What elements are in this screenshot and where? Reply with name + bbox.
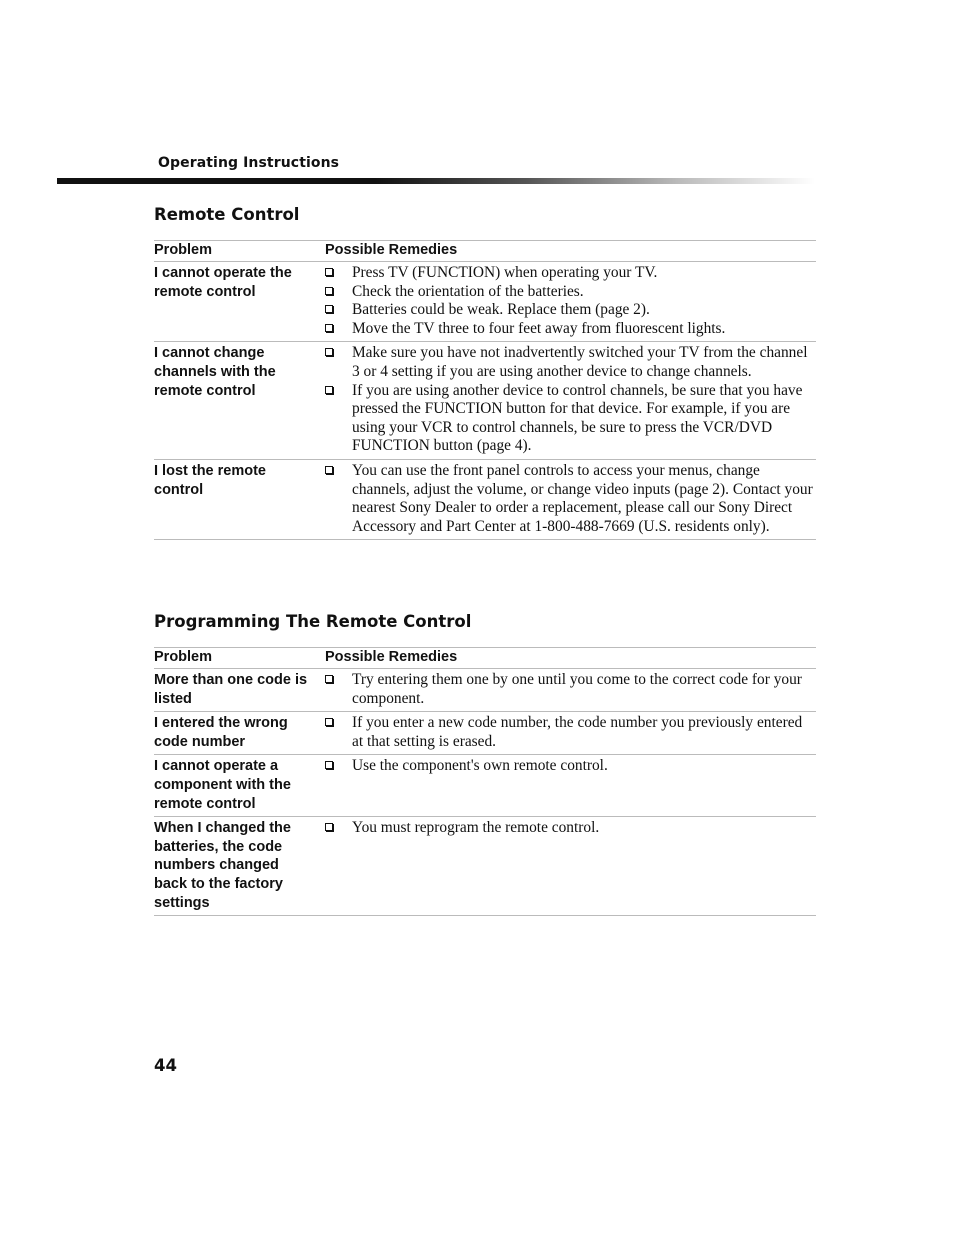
remedy-item bbox=[325, 819, 816, 838]
remedy-text: You can use the front panel controls to access your menus, change channels, adjust the volume, or change video inputs (page 2). Contact your nearest Sony Dealer to order a replacement, please call our Sony Direct Accessory and Part Center at 1-800-488-7669 (U.S. residents only). bbox=[352, 461, 813, 535]
checkbox-bullet-icon bbox=[325, 348, 333, 356]
remedy-item bbox=[325, 671, 816, 708]
table-row bbox=[154, 755, 816, 817]
checkbox-bullet-icon bbox=[325, 466, 333, 474]
remedy-text: Use the component's own remote control. bbox=[352, 757, 608, 775]
page-number: 44 bbox=[154, 1056, 177, 1075]
remedy-text: If you enter a new code number, the code number you previously entered at that setting is erased. bbox=[352, 714, 803, 750]
remedy-text: Make sure you have not inadvertently switched your TV from the channel 3 or 4 setting if you are using another device to change channels. bbox=[352, 344, 808, 380]
section-title-remote-control: Remote Control bbox=[154, 205, 300, 224]
table-row bbox=[154, 262, 816, 342]
remedies-cell bbox=[325, 342, 816, 460]
column-header-problem: Problem bbox=[154, 648, 325, 669]
problem-cell: I lost the remote control bbox=[154, 459, 325, 539]
checkbox-bullet-icon bbox=[325, 305, 333, 313]
remedy-item bbox=[325, 344, 816, 381]
checkbox-bullet-icon bbox=[325, 268, 333, 276]
remedies-cell bbox=[325, 817, 816, 916]
checkbox-bullet-icon bbox=[325, 823, 333, 831]
remedy-item bbox=[325, 714, 816, 751]
remedy-text: If you are using another device to control channels, be sure that you have pressed the FUNCTION button for that device. For example, if you are using your VCR to control channels, be sure to press the VCR/DVD FUNCTION button (page 4). bbox=[352, 381, 803, 455]
remedies-cell bbox=[325, 755, 816, 817]
problem-cell: I entered the wrong code number bbox=[154, 712, 325, 755]
checkbox-bullet-icon bbox=[325, 386, 333, 394]
remedies-cell bbox=[325, 712, 816, 755]
column-header-remedies: Possible Remedies bbox=[325, 241, 816, 262]
remedy-item bbox=[325, 301, 816, 320]
programming-table bbox=[154, 647, 816, 916]
remedy-text: You must reprogram the remote control. bbox=[352, 819, 600, 837]
remedy-item bbox=[325, 382, 816, 456]
remedy-item bbox=[325, 283, 816, 302]
problem-cell: More than one code is listed bbox=[154, 669, 325, 712]
remedies-cell bbox=[325, 262, 816, 342]
table-row bbox=[154, 342, 816, 460]
remedies-cell bbox=[325, 669, 816, 712]
checkbox-bullet-icon bbox=[325, 761, 333, 769]
checkbox-bullet-icon bbox=[325, 675, 333, 683]
header-rule bbox=[57, 178, 815, 184]
remedy-item bbox=[325, 264, 816, 283]
remedy-text: Check the orientation of the batteries. bbox=[352, 282, 584, 300]
problem-cell: I cannot operate a component with the remote control bbox=[154, 755, 325, 817]
remedy-item bbox=[325, 320, 816, 339]
column-header-remedies: Possible Remedies bbox=[325, 648, 816, 669]
table-header-row bbox=[154, 241, 816, 262]
problem-cell: I cannot operate the remote control bbox=[154, 262, 325, 342]
problem-cell: I cannot change channels with the remote control bbox=[154, 342, 325, 460]
problem-cell: When I changed the batteries, the code numbers changed back to the factory settings bbox=[154, 817, 325, 916]
table-row bbox=[154, 669, 816, 712]
checkbox-bullet-icon bbox=[325, 287, 333, 295]
remedies-cell bbox=[325, 459, 816, 539]
table-row bbox=[154, 817, 816, 916]
remedy-text: Batteries could be weak. Replace them (page 2). bbox=[352, 301, 650, 319]
table-row bbox=[154, 459, 816, 539]
section-title-programming: Programming The Remote Control bbox=[154, 612, 472, 631]
remedy-text: Try entering them one by one until you come to the correct code for your component. bbox=[352, 671, 802, 707]
remedy-item bbox=[325, 757, 816, 776]
checkbox-bullet-icon bbox=[325, 718, 333, 726]
checkbox-bullet-icon bbox=[325, 324, 333, 332]
remedy-text: Press TV (FUNCTION) when operating your TV. bbox=[352, 264, 658, 281]
table-header-row bbox=[154, 648, 816, 669]
remedy-item bbox=[325, 462, 816, 536]
remedy-text: Move the TV three to four feet away from fluorescent lights. bbox=[352, 319, 726, 337]
table-row bbox=[154, 712, 816, 755]
column-header-problem: Problem bbox=[154, 241, 325, 262]
running-head: Operating Instructions bbox=[158, 155, 340, 171]
remote-control-table bbox=[154, 240, 816, 540]
